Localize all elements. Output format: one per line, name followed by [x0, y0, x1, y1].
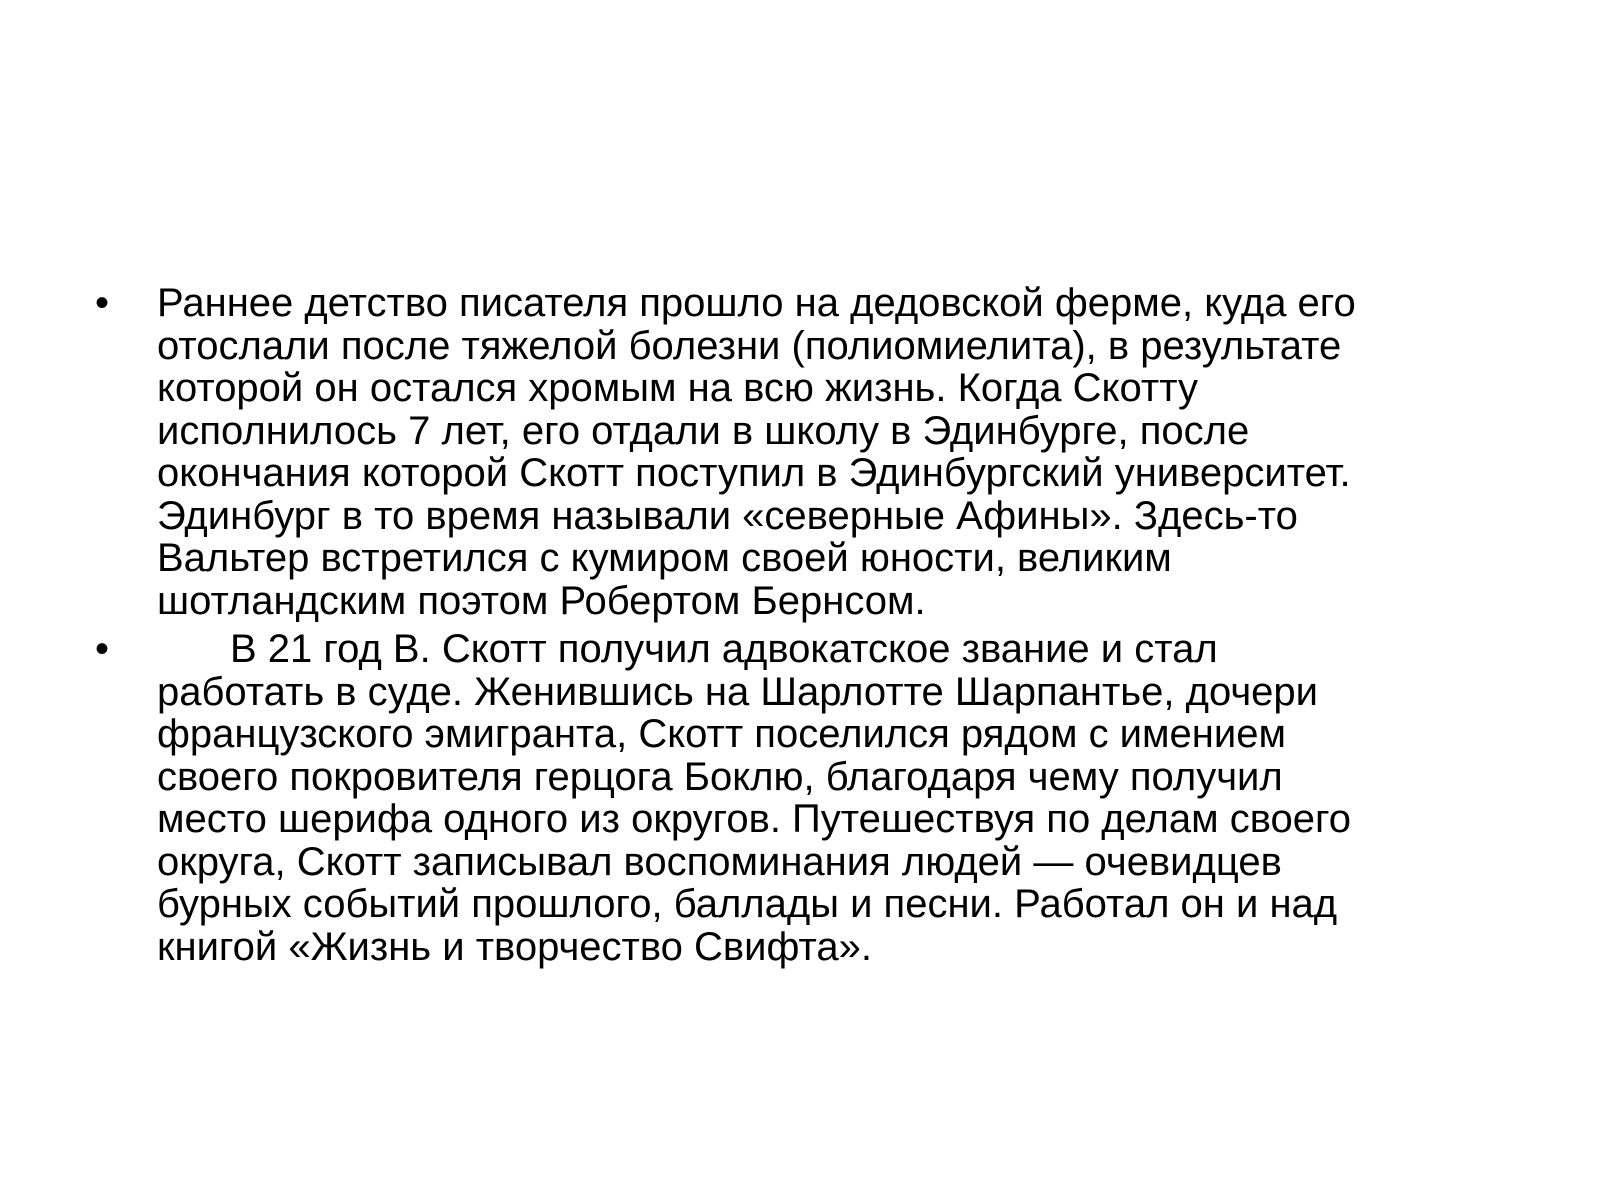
text-line: В 21 год В. Скотт получил адвокатское звание и стал	[230, 627, 1218, 671]
text-line: бурных событий прошлого, баллады и песни. Работал он и над	[157, 882, 1338, 926]
bullet-item-childhood	[95, 282, 1555, 622]
text-line: округа, Скотт записывал воспоминания людей — очевидцев	[157, 839, 1282, 884]
bullet-text	[157, 282, 1555, 622]
text-line: отослали после тяжелой болезни (полиомиелита), в результате	[157, 323, 1342, 368]
text-line: работать в суде. Женившись на Шарлотте Шарпантье, дочери	[157, 669, 1318, 714]
text-line: Эдинбург в то время называли «северные Афины». Здесь-то	[157, 493, 1298, 538]
text-line: место шерифа одного из округов. Путешествуя по делам своего	[157, 797, 1352, 841]
text-line: французского эмигранта, Скотт поселился рядом с имением	[157, 712, 1286, 756]
text-line: шотландским поэтом Робертом Бернсом.	[157, 578, 926, 623]
text-line: Раннее детство писателя прошло на дедовской ферме, куда его	[157, 281, 1356, 325]
text-line: Вальтер встретился с кумиром своей юности, великим	[157, 536, 1172, 580]
bullet-item-career	[95, 628, 1555, 968]
bullet-marker: •	[95, 281, 110, 325]
text-line: окончания которой Скотт поступил в Эдинбургский университет.	[157, 451, 1351, 495]
text-line: исполнилось 7 лет, его отдали в школу в Эдинбурге, после	[157, 408, 1250, 453]
text-line: которой он остался хромым на всю жизнь. Когда Скотту	[157, 366, 1198, 410]
text-line: книгой «Жизнь и творчество Свифта».	[157, 924, 872, 969]
bullet-marker: •	[95, 627, 110, 671]
bullet-list	[95, 282, 1555, 974]
text-line: своего покровителя герцога Боклю, благодаря чему получил	[157, 754, 1283, 799]
bullet-text	[157, 628, 1555, 968]
